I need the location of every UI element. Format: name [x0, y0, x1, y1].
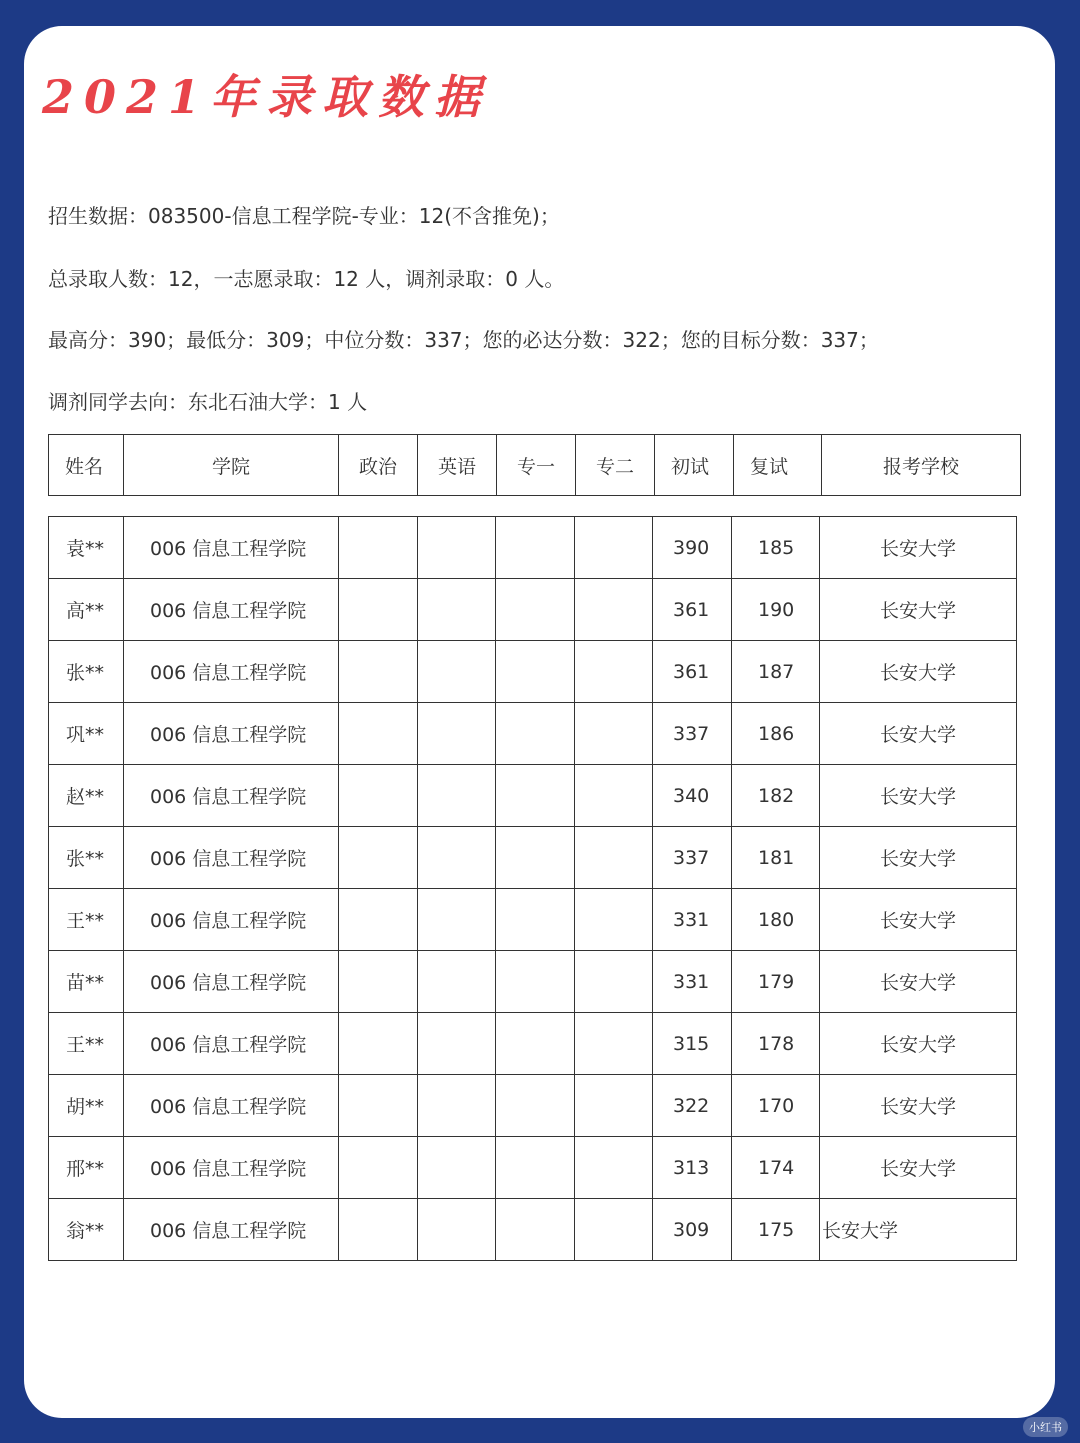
- cell-initial-score: 337: [653, 827, 732, 889]
- cell-name: 张**: [49, 827, 124, 889]
- cell-school: 长安大学: [820, 579, 1017, 641]
- cell-major1: [496, 951, 575, 1013]
- cell-major1: [496, 1013, 575, 1075]
- cell-politics: [339, 1199, 418, 1261]
- cell-name: 王**: [49, 1013, 124, 1075]
- cell-english: [418, 951, 496, 1013]
- column-header-college: 学院: [124, 435, 339, 496]
- cell-major1: [496, 765, 575, 827]
- column-header-initial: 初试: [655, 435, 734, 496]
- cell-retest-score: 186: [732, 703, 820, 765]
- cell-english: [418, 517, 496, 579]
- cell-major2: [575, 889, 653, 951]
- cell-major1: [496, 1199, 575, 1261]
- cell-retest-score: 190: [732, 579, 820, 641]
- cell-retest-score: 178: [732, 1013, 820, 1075]
- cell-english: [418, 1075, 496, 1137]
- cell-major2: [575, 1075, 653, 1137]
- cell-major2: [575, 1013, 653, 1075]
- cell-major1: [496, 1137, 575, 1199]
- cell-college: 006 信息工程学院: [124, 827, 339, 889]
- cell-initial-score: 313: [653, 1137, 732, 1199]
- cell-retest-score: 179: [732, 951, 820, 1013]
- cell-major2: [575, 579, 653, 641]
- table-row: [49, 827, 1017, 889]
- cell-politics: [339, 951, 418, 1013]
- cell-college: 006 信息工程学院: [124, 1199, 339, 1261]
- cell-college: 006 信息工程学院: [124, 1137, 339, 1199]
- table-row: [49, 1199, 1017, 1261]
- cell-english: [418, 765, 496, 827]
- cell-english: [418, 1137, 496, 1199]
- cell-initial-score: 331: [653, 889, 732, 951]
- column-header-school: 报考学校: [822, 435, 1021, 496]
- cell-major2: [575, 765, 653, 827]
- cell-college: 006 信息工程学院: [124, 765, 339, 827]
- cell-initial-score: 315: [653, 1013, 732, 1075]
- enrollment-info: 招生数据：083500-信息工程学院-专业：12(不含推免)；: [48, 204, 560, 228]
- cell-politics: [339, 1013, 418, 1075]
- cell-name: 高**: [49, 579, 124, 641]
- cell-school: 长安大学: [820, 951, 1017, 1013]
- cell-english: [418, 703, 496, 765]
- cell-english: [418, 1199, 496, 1261]
- column-header-major1: 专一: [497, 435, 576, 496]
- cell-politics: [339, 641, 418, 703]
- column-header-name: 姓名: [49, 435, 124, 496]
- column-header-politics: 政治: [339, 435, 418, 496]
- cell-name: 王**: [49, 889, 124, 951]
- cell-retest-score: 187: [732, 641, 820, 703]
- cell-school: 长安大学: [820, 827, 1017, 889]
- cell-major1: [496, 641, 575, 703]
- cell-college: 006 信息工程学院: [124, 889, 339, 951]
- cell-name: 胡**: [49, 1075, 124, 1137]
- column-header-retest: 复试: [734, 435, 822, 496]
- cell-college: 006 信息工程学院: [124, 703, 339, 765]
- column-header-major2: 专二: [576, 435, 655, 496]
- page-title: 2021年录取数据: [42, 70, 491, 124]
- cell-school: 长安大学: [820, 703, 1017, 765]
- table-row: [49, 703, 1017, 765]
- table-row: [49, 1075, 1017, 1137]
- cell-politics: [339, 889, 418, 951]
- cell-college: 006 信息工程学院: [124, 579, 339, 641]
- table-row: [49, 517, 1017, 579]
- cell-politics: [339, 1137, 418, 1199]
- cell-initial-score: 331: [653, 951, 732, 1013]
- adjustment-destination-info: 调剂同学去向：东北石油大学：1 人: [48, 390, 368, 414]
- cell-major1: [496, 579, 575, 641]
- cell-name: 邢**: [49, 1137, 124, 1199]
- cell-major1: [496, 889, 575, 951]
- table-row: [49, 641, 1017, 703]
- cell-major1: [496, 1075, 575, 1137]
- cell-initial-score: 309: [653, 1199, 732, 1261]
- cell-major1: [496, 517, 575, 579]
- cell-politics: [339, 517, 418, 579]
- cell-initial-score: 322: [653, 1075, 732, 1137]
- cell-initial-score: 337: [653, 703, 732, 765]
- table-row: [49, 1013, 1017, 1075]
- cell-major2: [575, 517, 653, 579]
- cell-major2: [575, 703, 653, 765]
- cell-retest-score: 185: [732, 517, 820, 579]
- cell-english: [418, 889, 496, 951]
- table-row: [49, 765, 1017, 827]
- table-row: [49, 889, 1017, 951]
- cell-school: 长安大学: [820, 1013, 1017, 1075]
- cell-politics: [339, 703, 418, 765]
- cell-school: 长安大学: [820, 1137, 1017, 1199]
- cell-major2: [575, 1137, 653, 1199]
- cell-name: 赵**: [49, 765, 124, 827]
- cell-school: 长安大学: [820, 765, 1017, 827]
- column-header-english: 英语: [418, 435, 497, 496]
- cell-retest-score: 181: [732, 827, 820, 889]
- cell-college: 006 信息工程学院: [124, 1013, 339, 1075]
- cell-politics: [339, 1075, 418, 1137]
- cell-retest-score: 170: [732, 1075, 820, 1137]
- cell-college: 006 信息工程学院: [124, 951, 339, 1013]
- cell-college: 006 信息工程学院: [124, 1075, 339, 1137]
- cell-major1: [496, 703, 575, 765]
- cell-retest-score: 174: [732, 1137, 820, 1199]
- table-row: [49, 951, 1017, 1013]
- cell-school: 长安大学: [820, 889, 1017, 951]
- header-row: [49, 435, 1021, 496]
- table-row: [49, 1137, 1017, 1199]
- cell-retest-score: 175: [732, 1199, 820, 1261]
- score-stats-info: 最高分：390；最低分：309；中位分数：337；您的必达分数：322；您的目标分数：337；: [48, 328, 879, 352]
- cell-retest-score: 182: [732, 765, 820, 827]
- cell-college: 006 信息工程学院: [124, 517, 339, 579]
- cell-initial-score: 390: [653, 517, 732, 579]
- cell-school: 长安大学: [820, 1199, 1017, 1261]
- cell-major2: [575, 827, 653, 889]
- cell-name: 张**: [49, 641, 124, 703]
- cell-major2: [575, 1199, 653, 1261]
- table-header: [48, 434, 1021, 496]
- cell-initial-score: 361: [653, 641, 732, 703]
- cell-initial-score: 340: [653, 765, 732, 827]
- cell-major2: [575, 951, 653, 1013]
- cell-politics: [339, 827, 418, 889]
- cell-name: 苗**: [49, 951, 124, 1013]
- cell-school: 长安大学: [820, 641, 1017, 703]
- cell-english: [418, 579, 496, 641]
- cell-major1: [496, 827, 575, 889]
- admission-count-info: 总录取人数：12，一志愿录取：12 人，调剂录取：0 人。: [48, 267, 565, 291]
- cell-school: 长安大学: [820, 517, 1017, 579]
- cell-english: [418, 1013, 496, 1075]
- cell-school: 长安大学: [820, 1075, 1017, 1137]
- admission-table: [48, 516, 1017, 1261]
- cell-politics: [339, 765, 418, 827]
- cell-college: 006 信息工程学院: [124, 641, 339, 703]
- watermark: 小红书: [1023, 1417, 1068, 1437]
- cell-politics: [339, 579, 418, 641]
- cell-retest-score: 180: [732, 889, 820, 951]
- cell-english: [418, 641, 496, 703]
- cell-name: 翁**: [49, 1199, 124, 1261]
- cell-initial-score: 361: [653, 579, 732, 641]
- cell-name: 巩**: [49, 703, 124, 765]
- cell-name: 袁**: [49, 517, 124, 579]
- cell-major2: [575, 641, 653, 703]
- cell-english: [418, 827, 496, 889]
- table-row: [49, 579, 1017, 641]
